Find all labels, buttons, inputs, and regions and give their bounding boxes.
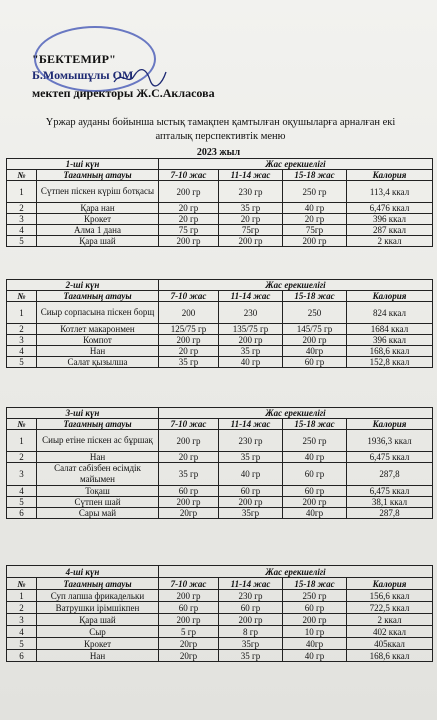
dish-name: Компот	[37, 335, 159, 346]
calorie-value: 152,8 ккал	[347, 357, 433, 368]
row-number: 1	[7, 302, 37, 324]
portion-7-10: 35 гр	[159, 357, 219, 368]
table-row	[7, 463, 433, 486]
row-number: 3	[7, 335, 37, 346]
table-row	[7, 486, 433, 497]
col-age-7-10-header: 7-10 жас	[159, 170, 219, 181]
portion-7-10: 200 гр	[159, 430, 219, 452]
portion-11-14: 35 гр	[219, 203, 283, 214]
portion-7-10: 20гр	[159, 650, 219, 662]
age-group-header: Жас ерекшелігі	[159, 280, 433, 291]
document-year: 2023 жыл	[196, 147, 241, 158]
row-number: 3	[7, 463, 37, 486]
col-age-15-18-header: 15-18 жас	[283, 578, 347, 590]
col-calorie-header: Калория	[347, 291, 433, 302]
portion-7-10: 60 гр	[159, 486, 219, 497]
column-header-row	[7, 291, 433, 302]
portion-7-10: 20 гр	[159, 346, 219, 357]
calorie-value: 396 ккал	[347, 335, 433, 346]
table-row	[7, 214, 433, 225]
calorie-value: 6,476 ккал	[347, 203, 433, 214]
portion-7-10: 60 гр	[159, 602, 219, 614]
portion-15-18: 10 гр	[283, 626, 347, 638]
portion-7-10: 200 гр	[159, 497, 219, 508]
table-row	[7, 638, 433, 650]
portion-11-14: 20 гр	[219, 214, 283, 225]
age-group-header: Жас ерекшелігі	[159, 566, 433, 578]
stamp-text: "БЕКТЕМИР"	[32, 52, 116, 66]
portion-7-10: 20гр	[159, 508, 219, 519]
portion-15-18: 60 гр	[283, 602, 347, 614]
row-number: 3	[7, 214, 37, 225]
signer-name: Б.Момышұлы ОМ	[32, 68, 134, 82]
dish-name: Сүтпен піскен күріш ботқасы	[37, 181, 159, 203]
portion-11-14: 230 гр	[219, 430, 283, 452]
portion-11-14: 60 гр	[219, 486, 283, 497]
portion-11-14: 200 гр	[219, 236, 283, 247]
row-number: 1	[7, 430, 37, 452]
day-header-row	[7, 280, 433, 291]
calorie-value: 6,475 ккал	[347, 452, 433, 463]
col-age-15-18-header: 15-18 жас	[283, 419, 347, 430]
calorie-value: 168,6 ккал	[347, 650, 433, 662]
day-header-row	[7, 159, 433, 170]
portion-15-18: 250	[283, 302, 347, 324]
portion-7-10: 200 гр	[159, 236, 219, 247]
portion-7-10: 5 гр	[159, 626, 219, 638]
portion-15-18: 20 гр	[283, 214, 347, 225]
director-line: мектеп директоры Ж.С.Акласова	[32, 86, 215, 100]
table-row	[7, 346, 433, 357]
col-age-11-14-header: 11-14 жас	[219, 578, 283, 590]
col-num-header: №	[7, 170, 37, 181]
calorie-value: 1936,3 ккал	[347, 430, 433, 452]
col-age-7-10-header: 7-10 жас	[159, 578, 219, 590]
age-group-header: Жас ерекшелігі	[159, 159, 433, 170]
col-calorie-header: Калория	[347, 578, 433, 590]
table-row	[7, 626, 433, 638]
row-number: 4	[7, 486, 37, 497]
portion-15-18: 200 гр	[283, 497, 347, 508]
day-header-row	[7, 566, 433, 578]
portion-7-10: 200 гр	[159, 590, 219, 602]
row-number: 6	[7, 508, 37, 519]
portion-11-14: 200 гр	[219, 497, 283, 508]
calorie-value: 2 ккал	[347, 614, 433, 626]
column-header-row	[7, 419, 433, 430]
portion-15-18: 60 гр	[283, 463, 347, 486]
table-row	[7, 203, 433, 214]
portion-11-14: 8 гр	[219, 626, 283, 638]
portion-7-10: 20гр	[159, 638, 219, 650]
portion-11-14: 35 гр	[219, 346, 283, 357]
portion-11-14: 60 гр	[219, 602, 283, 614]
portion-15-18: 40 гр	[283, 452, 347, 463]
table-row	[7, 225, 433, 236]
day-table-4	[6, 565, 433, 662]
calorie-value: 2 ккал	[347, 236, 433, 247]
col-num-header: №	[7, 419, 37, 430]
dish-name: Алма 1 дана	[37, 225, 159, 236]
portion-7-10: 200	[159, 302, 219, 324]
calorie-value: 287 ккал	[347, 225, 433, 236]
calorie-value: 402 ккал	[347, 626, 433, 638]
row-number: 2	[7, 203, 37, 214]
portion-7-10: 20 гр	[159, 452, 219, 463]
portion-15-18: 200 гр	[283, 335, 347, 346]
dish-name: Сары май	[37, 508, 159, 519]
table-row	[7, 508, 433, 519]
portion-15-18: 60 гр	[283, 486, 347, 497]
dish-name: Суп лапша фрикадельки	[37, 590, 159, 602]
dish-name: Котлет макаронмен	[37, 324, 159, 335]
portion-15-18: 40 гр	[283, 650, 347, 662]
calorie-value: 1684 ккал	[347, 324, 433, 335]
dish-name: Тоқаш	[37, 486, 159, 497]
portion-11-14: 75гр	[219, 225, 283, 236]
portion-11-14: 35гр	[219, 638, 283, 650]
dish-name: Сиыр сорпасына піскен борщ	[37, 302, 159, 324]
dish-name: Ватрушки ірімшікпен	[37, 602, 159, 614]
portion-11-14: 230	[219, 302, 283, 324]
row-number: 2	[7, 452, 37, 463]
dish-name: Крокет	[37, 214, 159, 225]
col-calorie-header: Калория	[347, 170, 433, 181]
col-age-7-10-header: 7-10 жас	[159, 419, 219, 430]
table-row	[7, 650, 433, 662]
portion-15-18: 75гр	[283, 225, 347, 236]
portion-11-14: 200 гр	[219, 335, 283, 346]
table-row	[7, 614, 433, 626]
portion-15-18: 250 гр	[283, 590, 347, 602]
dish-name: Салат сәбізбен өсімдік майымен	[37, 463, 159, 486]
col-age-7-10-header: 7-10 жас	[159, 291, 219, 302]
col-dish-header: Тағамның атауы	[37, 291, 159, 302]
day-title: 4-ші күн	[7, 566, 159, 578]
calorie-value: 824 ккал	[347, 302, 433, 324]
table-row	[7, 236, 433, 247]
col-dish-header: Тағамның атауы	[37, 170, 159, 181]
dish-name: Сиыр етіне піскен ас бұршақ	[37, 430, 159, 452]
portion-7-10: 20 гр	[159, 203, 219, 214]
portion-11-14: 40 гр	[219, 463, 283, 486]
portion-15-18: 200 гр	[283, 614, 347, 626]
portion-7-10: 200 гр	[159, 335, 219, 346]
calorie-value: 396 ккал	[347, 214, 433, 225]
table-row	[7, 602, 433, 614]
dish-name: Қара шай	[37, 614, 159, 626]
portion-7-10: 200 гр	[159, 614, 219, 626]
table-row	[7, 357, 433, 368]
row-number: 2	[7, 324, 37, 335]
portion-15-18: 40гр	[283, 638, 347, 650]
col-num-header: №	[7, 578, 37, 590]
column-header-row	[7, 578, 433, 590]
portion-11-14: 35 гр	[219, 452, 283, 463]
row-number: 4	[7, 225, 37, 236]
dish-name: Салат қызылша	[37, 357, 159, 368]
portion-7-10: 75 гр	[159, 225, 219, 236]
calorie-value: 113,4 ккал	[347, 181, 433, 203]
dish-name: Қара нан	[37, 203, 159, 214]
calorie-value: 38,1 ккал	[347, 497, 433, 508]
dish-name: Нан	[37, 650, 159, 662]
dish-name: Нан	[37, 452, 159, 463]
table-row	[7, 497, 433, 508]
table-row	[7, 181, 433, 203]
row-number: 1	[7, 590, 37, 602]
row-number: 2	[7, 602, 37, 614]
col-num-header: №	[7, 291, 37, 302]
portion-11-14: 35 гр	[219, 650, 283, 662]
table-row	[7, 452, 433, 463]
calorie-value: 287,8	[347, 463, 433, 486]
day-title: 1-ші күн	[7, 159, 159, 170]
approval-header	[20, 24, 280, 104]
dish-name: Сүтпен шай	[37, 497, 159, 508]
portion-11-14: 200 гр	[219, 614, 283, 626]
portion-15-18: 145/75 гр	[283, 324, 347, 335]
row-number: 5	[7, 357, 37, 368]
portion-15-18: 250 гр	[283, 181, 347, 203]
row-number: 5	[7, 638, 37, 650]
dish-name: Нан	[37, 346, 159, 357]
table-row	[7, 335, 433, 346]
portion-7-10: 125/75 гр	[159, 324, 219, 335]
portion-11-14: 40 гр	[219, 357, 283, 368]
calorie-value: 168,6 ккал	[347, 346, 433, 357]
portion-7-10: 35 гр	[159, 463, 219, 486]
portion-15-18: 40гр	[283, 508, 347, 519]
col-age-11-14-header: 11-14 жас	[219, 170, 283, 181]
day-header-row	[7, 408, 433, 419]
col-dish-header: Тағамның атауы	[37, 419, 159, 430]
table-row	[7, 302, 433, 324]
portion-11-14: 135/75 гр	[219, 324, 283, 335]
dish-name: Қара шай	[37, 236, 159, 247]
portion-11-14: 35гр	[219, 508, 283, 519]
portion-15-18: 250 гр	[283, 430, 347, 452]
portion-15-18: 60 гр	[283, 357, 347, 368]
dish-name: Крокет	[37, 638, 159, 650]
col-age-11-14-header: 11-14 жас	[219, 291, 283, 302]
dish-name: Сыр	[37, 626, 159, 638]
document-title: Үржар ауданы бойынша ыстық тамақпен қамтылған оқушыларға арналған екі апталық перспективтік меню	[45, 117, 396, 142]
col-dish-header: Тағамның атауы	[37, 578, 159, 590]
portion-15-18: 200 гр	[283, 236, 347, 247]
portion-15-18: 40гр	[283, 346, 347, 357]
day-title: 2-ші күн	[7, 280, 159, 291]
portion-11-14: 230 гр	[219, 590, 283, 602]
row-number: 5	[7, 236, 37, 247]
calorie-value: 287,8	[347, 508, 433, 519]
portion-7-10: 20 гр	[159, 214, 219, 225]
day-table-1	[6, 158, 433, 247]
day-title: 3-ші күн	[7, 408, 159, 419]
calorie-value: 6,475 ккал	[347, 486, 433, 497]
row-number: 4	[7, 346, 37, 357]
calorie-value: 156,6 ккал	[347, 590, 433, 602]
col-age-15-18-header: 15-18 жас	[283, 170, 347, 181]
row-number: 3	[7, 614, 37, 626]
portion-15-18: 40 гр	[283, 203, 347, 214]
table-row	[7, 590, 433, 602]
row-number: 6	[7, 650, 37, 662]
row-number: 4	[7, 626, 37, 638]
col-age-15-18-header: 15-18 жас	[283, 291, 347, 302]
column-header-row	[7, 170, 433, 181]
calorie-value: 722,5 ккал	[347, 602, 433, 614]
calorie-value: 405ккал	[347, 638, 433, 650]
col-age-11-14-header: 11-14 жас	[219, 419, 283, 430]
portion-7-10: 200 гр	[159, 181, 219, 203]
row-number: 5	[7, 497, 37, 508]
age-group-header: Жас ерекшелігі	[159, 408, 433, 419]
day-table-3	[6, 407, 433, 519]
row-number: 1	[7, 181, 37, 203]
table-row	[7, 324, 433, 335]
col-calorie-header: Калория	[347, 419, 433, 430]
day-table-2	[6, 279, 433, 368]
table-row	[7, 430, 433, 452]
portion-11-14: 230 гр	[219, 181, 283, 203]
